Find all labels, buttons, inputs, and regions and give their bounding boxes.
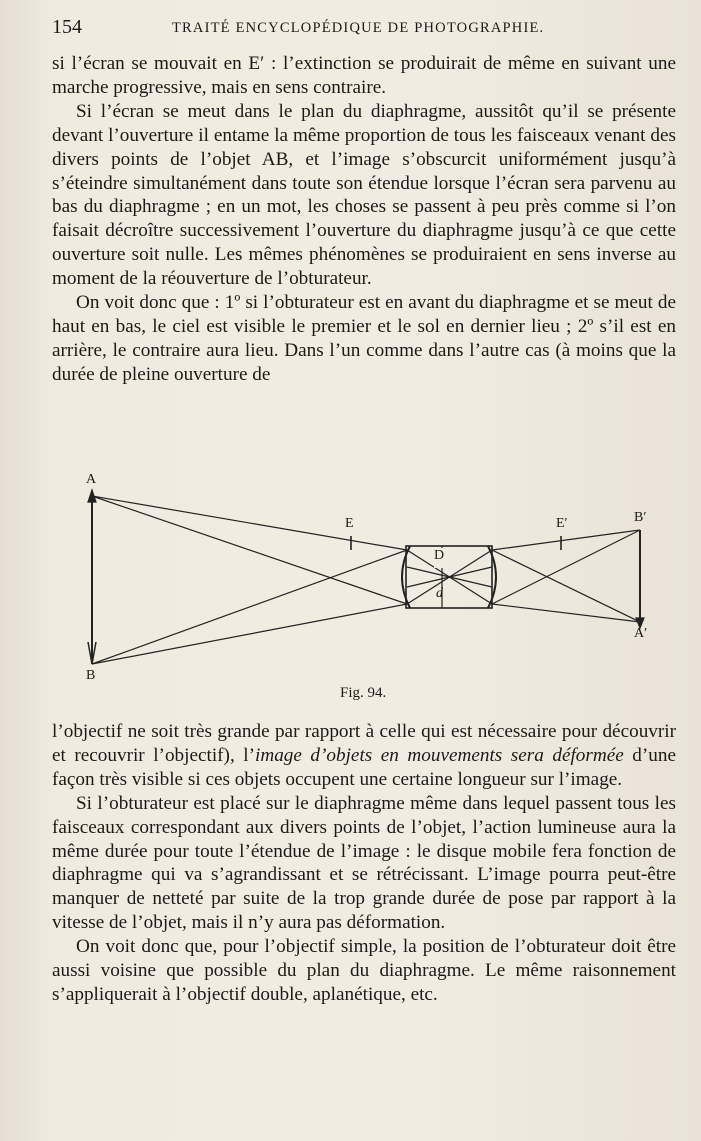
running-head: TRAITÉ ENCYCLOPÉDIQUE DE PHOTOGRAPHIE. xyxy=(172,20,545,36)
paragraph: On voit donc que, pour l’objectif simple, la position de l’obturateur doit être aussi voisine que possible du plan du diaphragme. Le même raisonnement s’appliquerait à l’objectif double, aplanétique, etc. xyxy=(52,936,676,1005)
label-b: B xyxy=(86,668,96,683)
paragraph-continuation xyxy=(52,720,676,792)
ray-b-bottom xyxy=(92,604,407,664)
ray-out-4 xyxy=(492,604,640,622)
label-d-small: d xyxy=(436,586,443,601)
text-run: d’une façon très visible si ces objets occupent une certaine longueur sur l’image. xyxy=(52,744,676,790)
label-e-prime: E′ xyxy=(556,516,568,531)
paragraph: si l’écran se mouvait en E′ : l’extinction se produirait de même en suivant une marche progressive, mais en sens contraire. xyxy=(52,53,676,98)
figure-94 xyxy=(72,472,672,712)
optical-diagram xyxy=(72,472,672,682)
label-e: E xyxy=(345,516,354,531)
ray-out-3 xyxy=(492,550,640,622)
ray-a-top xyxy=(92,496,407,550)
label-a-prime: A′ xyxy=(634,626,648,641)
paragraph: On voit donc que : 1º si l’obturateur est en avant du diaphragme et se meut de haut en bas, le ciel est visible le premier et le sol en dernier lieu ; 2º s’il est en arrière, le contraire aura lieu. Dans l’un comme dans l’autre cas (à moins que la durée de pleine ouverture de xyxy=(52,292,676,385)
italic-phrase: image d’objets en mouvements sera déformée xyxy=(255,744,624,766)
text-block-bottom xyxy=(52,720,676,1007)
ray-out-2 xyxy=(492,530,640,604)
figure-caption: Fig. 94. xyxy=(340,685,387,701)
ray-a-bottom xyxy=(92,496,407,604)
text-block-top xyxy=(52,52,676,387)
page-header xyxy=(52,16,672,44)
paragraph: Si l’écran se meut dans le plan du diaphragme, aussitôt qu’il se présente devant l’ouverture il entame la même proportion de tous les faisceaux venant des divers points de l’objet AB, et l’image s’obscurcit uniformément jusqu’à s’éteindre simultanément dans toute son étendue lorsque l’écran sera parvenu au bas du diaphragme ; en un mot, les choses se passent à peu près comme si l’on faisait décroître successivement l’ouverture du diaphragme jusqu’à ce que cette ouverture soit nulle. Les mêmes phénomènes se produiraient en sens inverse au moment de la réouverture de l’obturateur. xyxy=(52,100,676,290)
paragraph: Si l’obturateur est placé sur le diaphragme même dans lequel passent tous les faisceaux correspondant aux divers points de l’objet, l’action lumineuse aura la même durée pour toute l’étendue de l’image : le disque mobile fera fonction de diaphragme qui va s’agrandissant et se rétrécissant. L’image pourra peut-être manquer de netteté par suite de la trop grande durée de pose par rapport à la vitesse de l’objet, mais il n’y aura pas déformation. xyxy=(52,792,676,934)
label-d: D xyxy=(434,548,445,563)
label-a: A xyxy=(86,472,97,487)
text-run: l’objectif ne soit très grande par rapport à celle qui est nécessaire pour découvrir et recouvrir l’objectif), l’ xyxy=(52,721,676,766)
ray-b-top xyxy=(92,550,407,664)
label-b-prime: B′ xyxy=(634,510,647,525)
page-number: 154 xyxy=(52,16,82,38)
ray-out-1 xyxy=(492,530,640,550)
